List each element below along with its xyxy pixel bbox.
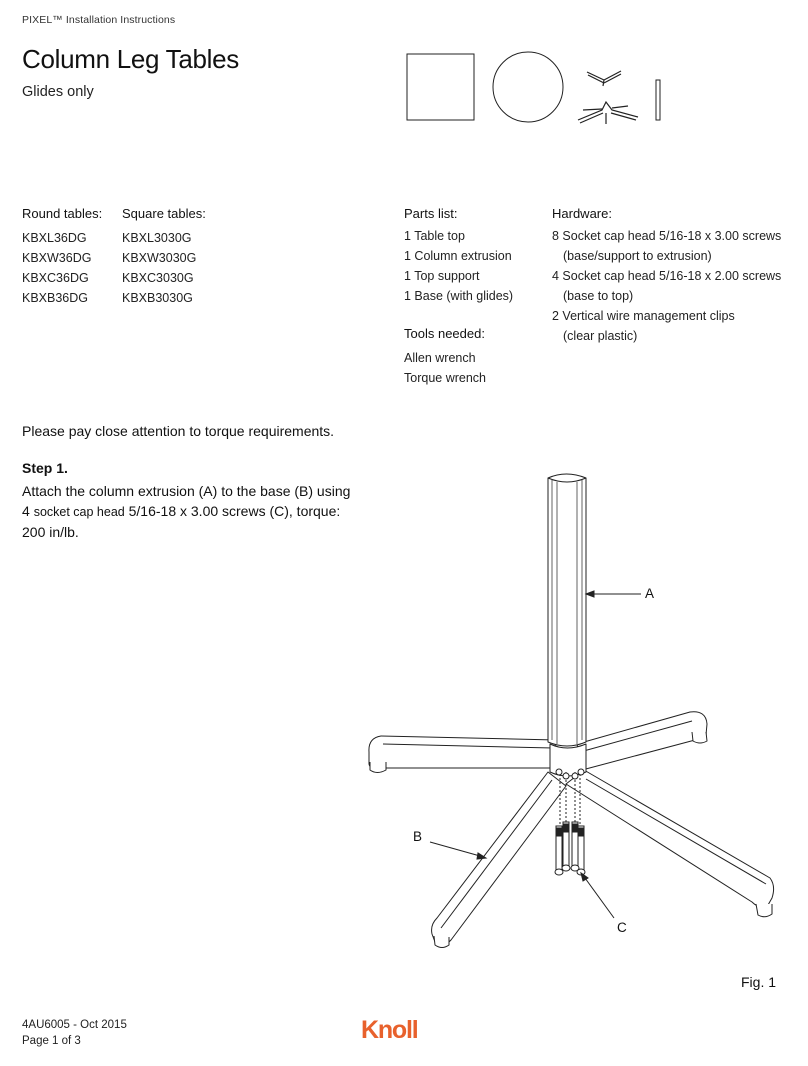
- figure-caption: Fig. 1: [741, 974, 777, 990]
- document-header: PIXEL™ Installation Instructions: [22, 14, 176, 26]
- document-number: 4AU6005 - Oct 2015: [22, 1019, 127, 1031]
- list-item: (base to top): [563, 289, 634, 303]
- callout-label-b: B: [413, 829, 423, 844]
- list-item: 4 Socket cap head 5/16-18 x 2.00 screws: [552, 269, 782, 283]
- parts-list-heading: Parts list:: [404, 206, 458, 221]
- callout-label-a: A: [645, 586, 655, 601]
- torque-notice: Please pay close attention to torque requirements.: [22, 423, 335, 439]
- glide: [692, 732, 707, 743]
- step-text-small: socket cap head: [33, 505, 125, 519]
- page-subtitle: Glides only: [22, 84, 94, 100]
- list-item: Torque wrench: [404, 371, 486, 385]
- list-item: 1 Base (with glides): [404, 289, 514, 303]
- glide: [434, 936, 449, 948]
- glide: [370, 762, 386, 773]
- list-item: 1 Table top: [404, 229, 465, 243]
- base-arm-back-right: [577, 712, 707, 770]
- list-item: 1 Column extrusion: [404, 249, 512, 263]
- column-extrusion: [548, 474, 586, 746]
- list-item: KBXW3030G: [122, 251, 197, 265]
- list-item: KBXC3030G: [122, 271, 194, 285]
- glide: [756, 904, 772, 917]
- list-item: KBXL3030G: [122, 231, 192, 245]
- base-arm-back-left: [369, 736, 556, 769]
- list-item: 2 Vertical wire management clips: [552, 309, 735, 323]
- hardware-heading: Hardware:: [552, 206, 612, 221]
- step-title: Step 1.: [22, 460, 68, 476]
- base-arm-front-left: [432, 772, 566, 945]
- list-item: KBXW36DG: [22, 251, 92, 265]
- step-text-b: 5/16-18 x 3.00 screws (C), torque: 200 in/lb.: [22, 503, 341, 540]
- list-item: KBXB36DG: [22, 291, 89, 305]
- knoll-logo: Knoll: [361, 1016, 418, 1044]
- list-item: KBXB3030G: [122, 291, 193, 305]
- round-tables-heading: Round tables:: [22, 206, 103, 221]
- base-arm-front-right: [566, 770, 774, 907]
- list-item: 8 Socket cap head 5/16-18 x 3.00 screws: [552, 229, 782, 243]
- list-item: Allen wrench: [404, 351, 476, 365]
- page-number: Page 1 of 3: [22, 1035, 81, 1047]
- square-tables-heading: Square tables:: [122, 206, 206, 221]
- page-title: Column Leg Tables: [22, 44, 240, 74]
- list-item: KBXC36DG: [22, 271, 89, 285]
- list-item: 1 Top support: [404, 269, 480, 283]
- list-item: (clear plastic): [563, 329, 638, 343]
- callout-label-c: C: [617, 920, 627, 935]
- step-text-a: Attach the column extrusion (A) to the base (B) using 4: [22, 483, 351, 519]
- list-item: (base/support to extrusion): [563, 249, 712, 263]
- list-item: KBXL36DG: [22, 231, 87, 245]
- tools-heading: Tools needed:: [404, 326, 485, 341]
